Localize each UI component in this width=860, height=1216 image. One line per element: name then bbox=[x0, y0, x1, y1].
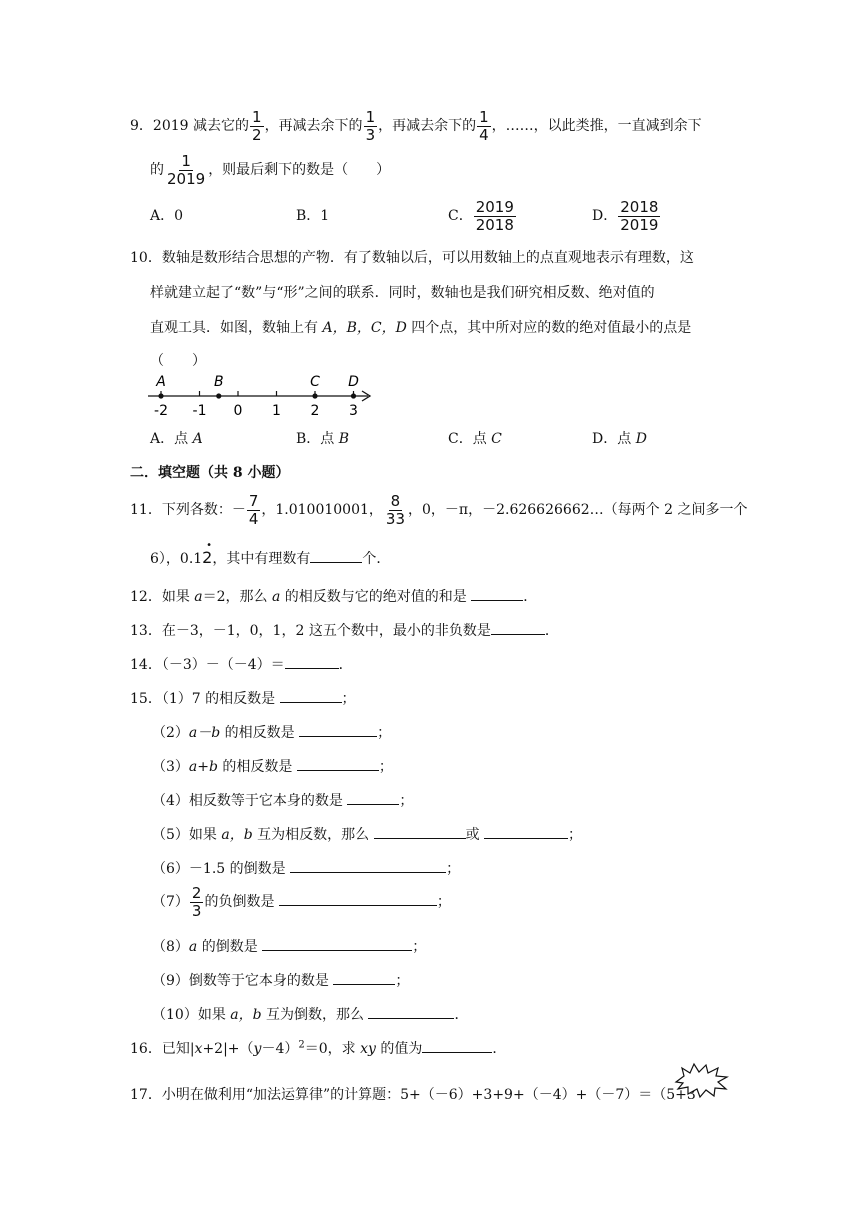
q10-line1: 10．数轴是数形结合思想的产物．有了数轴以后，可以用数轴上的点直观地表示有理数，这 bbox=[130, 250, 694, 266]
q10-line3: 直观工具．如图，数轴上有 A，B，C，D 四个点，其中所对应的数的绝对值最小的点是 bbox=[150, 320, 692, 336]
q15-part-8: （8）a 的倒数是 ； bbox=[152, 939, 427, 955]
answer-blank[interactable] bbox=[262, 938, 412, 951]
answer-blank[interactable] bbox=[347, 792, 399, 805]
point-b bbox=[216, 393, 221, 398]
answer-blank[interactable] bbox=[297, 758, 379, 771]
point-d bbox=[351, 393, 356, 398]
q15-part-10: （10）如果 a，b 互为倒数，那么 ． bbox=[152, 1007, 469, 1023]
q9-line2: 的 $\frac{1}{2019}$ ，则最后剩下的数是（ ） bbox=[150, 151, 391, 188]
q10-option-b: B．点 B bbox=[296, 431, 350, 447]
q15-part-3: （3）a+b 的相反数是 ； bbox=[152, 759, 393, 775]
q13-line: 13．在－3，－1，0，1，2 这五个数中，最小的非负数是 ． bbox=[130, 623, 559, 639]
section-heading: 二．填空题（共 8 小题） bbox=[130, 465, 290, 481]
ink-blot-icon bbox=[672, 1062, 730, 1098]
axis-tick-label: 3 bbox=[349, 403, 358, 418]
answer-blank[interactable] bbox=[285, 656, 339, 669]
fraction-1-3: $\frac{1}{3}$ bbox=[365, 107, 376, 144]
q12-line: 12．如果 a＝2，那么 a 的相反数与它的绝对值的和是 ． bbox=[130, 589, 538, 605]
q9-option-d: D． $\frac{2018}{2019}$ bbox=[592, 197, 659, 234]
point-label-a: A bbox=[156, 374, 166, 390]
q9-option-b: B．1 bbox=[296, 208, 330, 224]
q9-option-a: A．0 bbox=[150, 208, 184, 224]
fraction-2-3: $\frac{2}{3}$ bbox=[191, 883, 202, 920]
answer-blank[interactable] bbox=[310, 550, 362, 563]
fraction-2018-2019: $\frac{2018}{2019}$ bbox=[620, 197, 659, 234]
fraction-8-33: $\frac{8}{33}$ bbox=[385, 491, 405, 528]
q17-line: 17．小明在做利用“加法运算律”的计算题：5+（－6）+3+9+（－4）+（－7）＝（5+3 bbox=[130, 1087, 696, 1103]
point-a bbox=[158, 393, 163, 398]
q9-line1: 9．2019 减去它的 $\frac{1}{2}$ ，再减去余下的 $\frac{1}{3}$ ，再减去余下的 $\frac{1}{4}$ ，……，以此类推，一直减到余下 bbox=[130, 107, 702, 144]
q15-part-5: （5）如果 a，b 互为相反数，那么 或 ； bbox=[152, 827, 583, 843]
q9-number: 9． bbox=[130, 118, 153, 134]
q15-part-9: （9）倒数等于它本身的数是 ； bbox=[152, 973, 410, 989]
fraction-1-4: $\frac{1}{4}$ bbox=[479, 107, 489, 144]
q15-part-4: （4）相反数等于它本身的数是 ； bbox=[152, 793, 414, 809]
answer-blank[interactable] bbox=[290, 860, 446, 873]
fraction-1-2: $\frac{1}{2}$ bbox=[252, 107, 262, 144]
fraction-7-4: $\frac{7}{4}$ bbox=[248, 491, 259, 528]
axis-tick-label: -2 bbox=[154, 403, 168, 418]
repeating-dot-icon: • bbox=[206, 540, 213, 551]
q14-line: 14．（－3）－（－4）＝ ． bbox=[130, 657, 353, 673]
q10-line4: （ ） bbox=[150, 353, 206, 369]
q15-part-1: 15．（1）7 的相反数是 ； bbox=[130, 691, 356, 707]
answer-blank[interactable] bbox=[333, 972, 395, 985]
answer-blank[interactable] bbox=[422, 1040, 492, 1053]
q15-part-7: （7） $\frac{2}{3}$ 的负倒数是 ； bbox=[152, 883, 451, 920]
repeating-digit: • 2 bbox=[202, 540, 213, 567]
q15-part-2: （2）a－b 的相反数是 ； bbox=[152, 725, 392, 741]
point-label-d: D bbox=[348, 374, 359, 390]
q15-part-6: （6）－1.5 的倒数是 ； bbox=[152, 861, 461, 877]
q10-option-d: D．点 D bbox=[592, 431, 647, 447]
q10-option-c: C．点 C bbox=[448, 431, 502, 447]
q16-line: 16．已知$|x+2|+(y-4)^2=0$，求 xy 的值为 ． bbox=[130, 1039, 507, 1057]
point-label-c: C bbox=[310, 374, 320, 390]
q9-option-c: C． $\frac{2019}{2018}$ bbox=[448, 197, 514, 234]
point-c bbox=[312, 393, 317, 398]
axis-tick-label: -1 bbox=[192, 403, 207, 418]
point-label-b: B bbox=[213, 374, 224, 390]
answer-blank[interactable] bbox=[368, 1006, 454, 1019]
q11-line2: 6），0.1 • 2，其中有理数有 个． bbox=[150, 540, 391, 567]
fraction-2019-2018: $\frac{2019}{2018}$ bbox=[475, 197, 514, 234]
axis-tick-label: 1 bbox=[272, 403, 281, 418]
fraction-1-2019: $\frac{1}{2019}$ bbox=[167, 151, 206, 188]
q11-line1: 11．下列各数：－ $\frac{7}{4}$ ，1.010010001， $\frac{8}{33}$ ，0，－π，－2.626626662…（每两个 2 之间多一个 bbox=[130, 491, 748, 528]
answer-blank[interactable] bbox=[279, 893, 437, 906]
q10-number: 10． bbox=[130, 250, 162, 266]
number-line-figure bbox=[140, 370, 380, 418]
axis-tick-label: 2 bbox=[310, 403, 320, 418]
answer-blank[interactable] bbox=[299, 724, 377, 737]
q10-line2: 样就建立起了“数”与“形”之间的联系．同时，数轴也是我们研究相反数、绝对值的 bbox=[150, 285, 655, 301]
answer-blank[interactable] bbox=[491, 622, 545, 635]
q10-option-a: A．点 A bbox=[150, 431, 203, 447]
axis-tick-label: 0 bbox=[233, 403, 243, 418]
answer-blank[interactable] bbox=[280, 690, 342, 703]
answer-blank[interactable] bbox=[484, 826, 568, 839]
answer-blank[interactable] bbox=[471, 588, 523, 601]
answer-blank[interactable] bbox=[374, 826, 466, 839]
